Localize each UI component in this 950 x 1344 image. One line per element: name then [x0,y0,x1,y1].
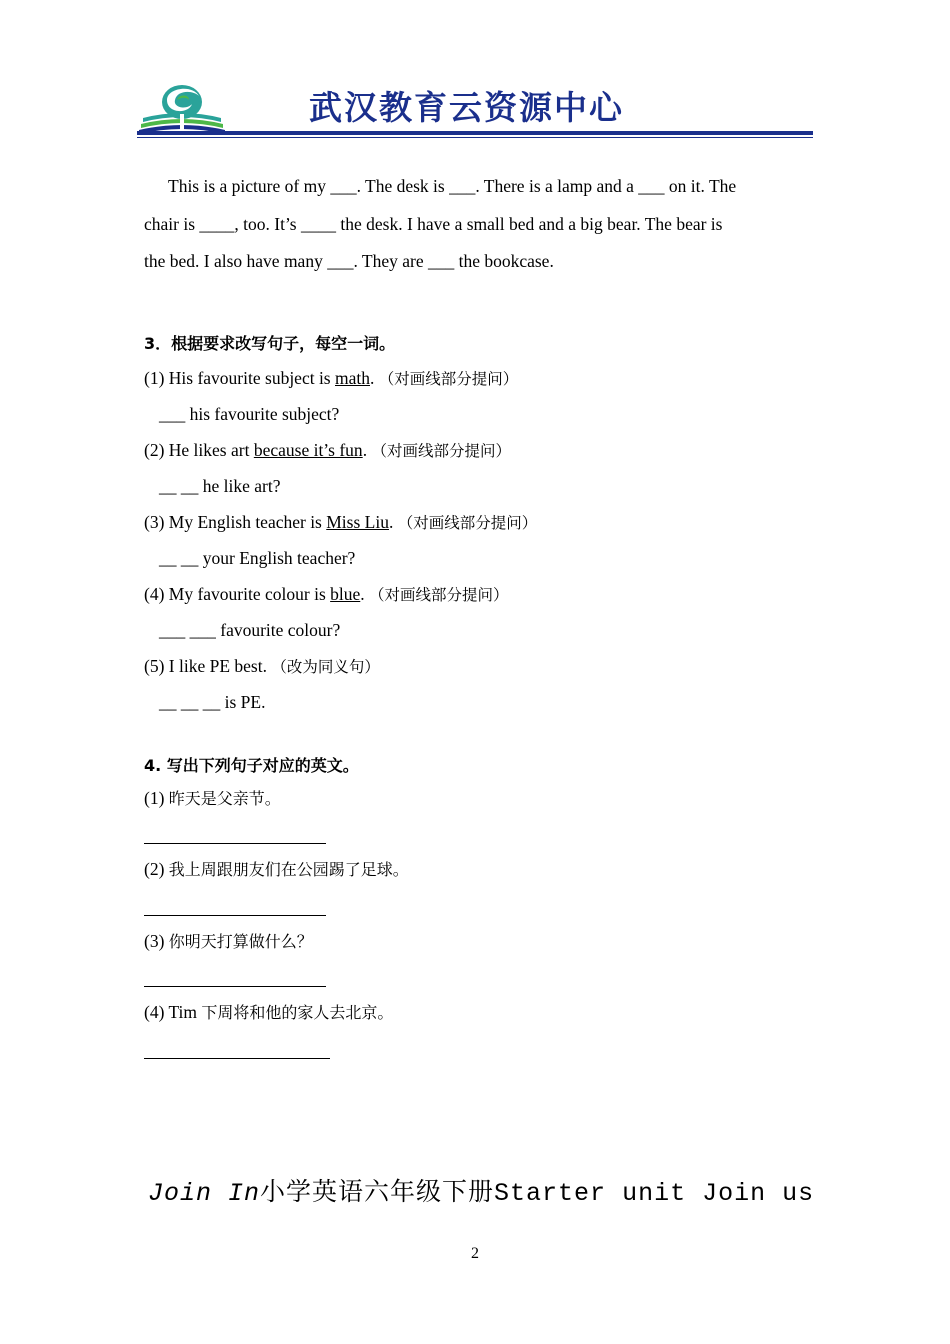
question-note: （改为同义句） [271,657,380,676]
underlined-part: blue [330,583,361,604]
answer-line-4 [144,1058,330,1059]
underlined-part: math [335,367,370,388]
chinese-sentence: 昨天是父亲节。 [168,788,281,808]
question-2 [144,433,806,470]
item-number: (1) [144,787,169,808]
page-header [137,74,813,140]
question-5 [144,649,806,686]
answer-4: ___ ___ favourite colour? [159,620,341,640]
question-punct: . [370,367,375,388]
passage-line-1 [144,168,806,206]
question-punct: . [362,439,368,460]
answer-5: __ __ __ is PE. [159,692,266,712]
passage-line-2: chair is ____, too. It’s ____ the desk. I have a small bed and a big bear. The bear is [144,213,723,234]
section-3-title: 3．根据要求改写句子，每空一词。 [144,333,396,353]
question-note: （对画线部分提问） [397,513,538,532]
item-number: (2) [144,859,169,879]
question-3 [144,505,806,542]
header-rule-thin [137,137,813,138]
chinese-sentence: 我上周跟朋友们在公园踢了足球。 [168,860,409,879]
question-text: (2) He likes art [144,439,254,460]
education-cloud-logo-icon [137,78,227,136]
footer-title-zh: 小学英语六年级下册 [260,1177,495,1206]
question-text: (5) I like PE best. [144,655,267,676]
translation-1 [144,781,806,817]
item-number: (3) [144,930,169,951]
answer-1: ___ his favourite subject? [159,404,340,424]
answer-3: __ __ your English teacher? [159,548,356,568]
question-punct: . [360,583,365,604]
section-4-title: 4. 写出下列句子对应的英文。 [144,755,359,775]
worksheet-content [144,168,806,1059]
item-number: (4) Tim [144,1002,202,1022]
underlined-part: because it’s fun [253,439,363,460]
question-text: (3) My English teacher is [144,511,327,532]
footer-title [148,1172,814,1208]
header-title: 武汉教育云资源中心 [309,88,624,127]
question-1 [144,361,806,398]
footer-title-rest: Starter unit Join us [494,1179,815,1208]
translation-3 [144,924,806,960]
chinese-sentence: 下周将和他的家人去北京。 [201,1003,394,1022]
underlined-part: Miss Liu [326,511,389,532]
header-rule-thick [137,131,813,135]
translation-4 [144,995,806,1031]
passage-line-3: the bed. I also have many ___. They are ___ the bookcase. [144,251,554,271]
passage [144,168,806,281]
answer-2: __ __ he like art? [159,476,281,496]
passage-text: This is a picture of my ___. The desk is ___. There is a lamp and a ___ on it. The [168,176,737,196]
translation-2 [144,852,806,888]
chinese-sentence: 你明天打算做什么？ [168,931,313,951]
question-text: (4) My favourite colour is [144,583,331,604]
question-punct: . [388,511,394,532]
question-note: （对画线部分提问） [378,369,519,388]
question-4 [144,577,806,614]
page-number: 2 [471,1245,479,1262]
question-text: (1) His favourite subject is [144,367,335,388]
question-note: （对画线部分提问） [369,585,509,604]
question-note: （对画线部分提问） [371,441,511,460]
footer-title-italic: Join In [148,1179,261,1208]
